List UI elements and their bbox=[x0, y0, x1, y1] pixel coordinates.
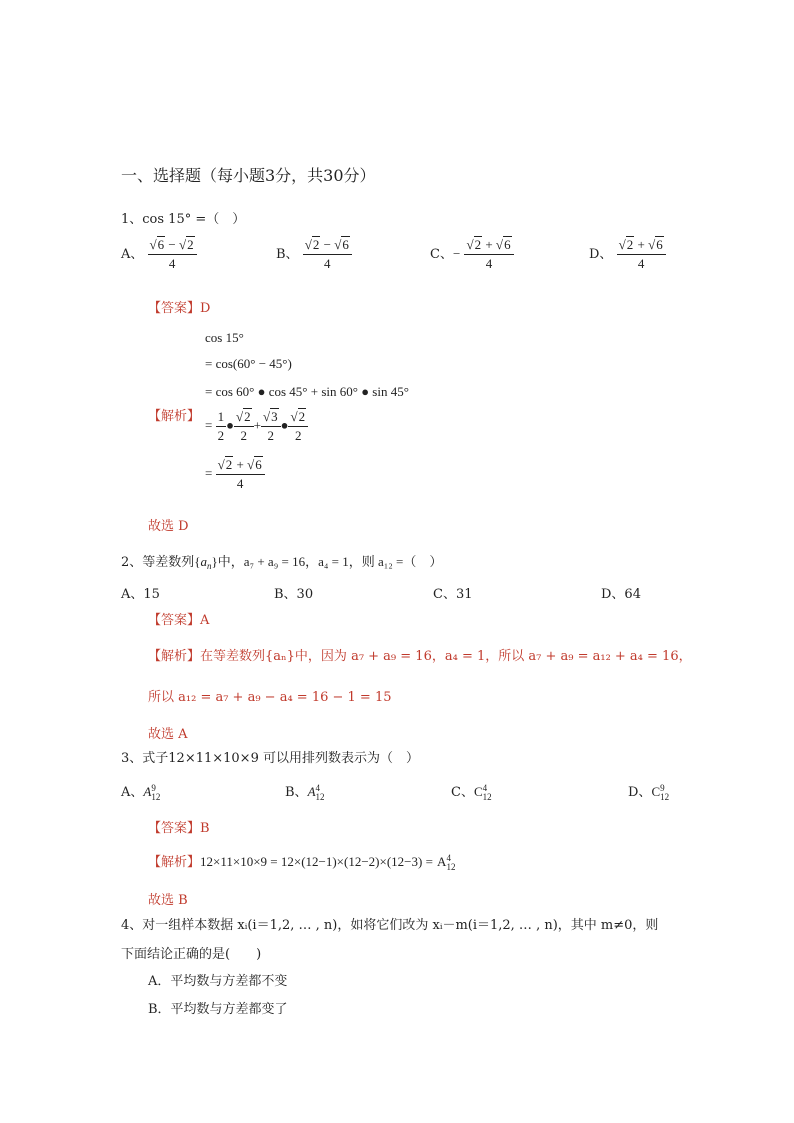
q3-option-c[interactable]: C、C 4 12 bbox=[451, 782, 492, 802]
q4-option-b[interactable]: B．平均数与方差都变了 bbox=[148, 1002, 288, 1017]
q2-option-d[interactable]: D、64 bbox=[601, 587, 641, 602]
q3-option-b[interactable]: B、A 4 12 bbox=[285, 782, 325, 802]
q1-step-5: = $\frac{√2 + √6}{4}$ bbox=[205, 457, 265, 492]
q2-analysis-line-1: 【解析】在等差数列{aₙ}中，因为 a₇ + a₉ = 16，a₄ = 1，所以 a₇ + a₉ = a₁₂ + a₄ = 16， bbox=[148, 649, 692, 664]
q1-option-a-fraction: $\frac{√6 - √2}{4}$ bbox=[148, 237, 197, 272]
q1-step-1: cos 15° bbox=[205, 330, 244, 345]
question-4-line-1: 4、对一组样本数据 xᵢ(i＝1,2, … , n)，如将它们改为 xᵢ－m(i＝1,2, … , n)，其中 m≠0，则 bbox=[121, 918, 659, 933]
q2-analysis-line-2: 所以 a₁₂ = a₇ + a₉ − a₄ = 16 − 1 = 15 bbox=[148, 690, 392, 705]
q1-conclusion: 故选 D bbox=[148, 519, 189, 534]
q3-analysis: 【解析】12×11×10×9 = 12×(12−1)×(12−2)×(12−3) = A 4 12 bbox=[148, 852, 456, 872]
section-title: 一、选择题（每小题3分，共30分） bbox=[121, 166, 376, 185]
q1-option-c[interactable]: C、− $\frac{√2 + √6}{4}$ bbox=[430, 237, 514, 272]
q2-answer: 【答案】A bbox=[148, 613, 210, 628]
q1-option-d-fraction: $\frac{√2 + √6}{4}$ bbox=[617, 237, 666, 272]
q2-option-a[interactable]: A、15 bbox=[121, 587, 160, 602]
q1-option-b[interactable]: B、 $\frac{√2 - √6}{4}$ bbox=[276, 237, 352, 272]
q4-option-a[interactable]: A．平均数与方差都不变 bbox=[148, 974, 288, 989]
q3-answer: 【答案】B bbox=[148, 821, 210, 836]
question-3-stem: 3、式子12×11×10×9 可以用排列数表示为（ ） bbox=[121, 751, 419, 766]
question-1-stem: 1、cos 15° =（ ） bbox=[121, 212, 246, 227]
q1-option-a[interactable]: A、 $\frac{√6 - √2}{4}$ bbox=[121, 237, 197, 272]
q1-option-b-fraction: $\frac{√2 - √6}{4}$ bbox=[303, 237, 352, 272]
q1-analysis-tag: 【解析】 bbox=[148, 409, 201, 424]
q3-option-d[interactable]: D、C 9 12 bbox=[628, 782, 670, 802]
question-2-stem: 2、等差数列$\{a_n\}$中，a₇ + a₉ = 16，a₄ = 1，则 a₁₂ =（ ） bbox=[121, 554, 443, 571]
q1-step-3: = cos 60° ● cos 45° + sin 60° ● sin 45° bbox=[205, 384, 409, 399]
q2-option-c[interactable]: C、31 bbox=[433, 587, 473, 602]
q1-step-2: = cos(60° − 45°) bbox=[205, 356, 292, 371]
q3-conclusion: 故选 B bbox=[148, 893, 188, 908]
q2-option-b[interactable]: B、30 bbox=[274, 587, 314, 602]
q3-option-a[interactable]: A、A 9 12 bbox=[121, 782, 161, 802]
q1-step-4: = $\frac{1}{2}$ ● $\frac{√2}{2}$ + $\frac{√3}{2}$ ● $\frac{√2}{2}$ bbox=[205, 409, 308, 444]
q1-option-c-fraction: $\frac{√2 + √6}{4}$ bbox=[464, 237, 513, 272]
question-4-line-2: 下面结论正确的是( ) bbox=[121, 947, 262, 962]
q2-conclusion: 故选 A bbox=[148, 727, 188, 742]
q1-answer: 【答案】D bbox=[148, 301, 211, 316]
q1-option-d[interactable]: D、 $\frac{√2 + √6}{4}$ bbox=[589, 237, 666, 272]
